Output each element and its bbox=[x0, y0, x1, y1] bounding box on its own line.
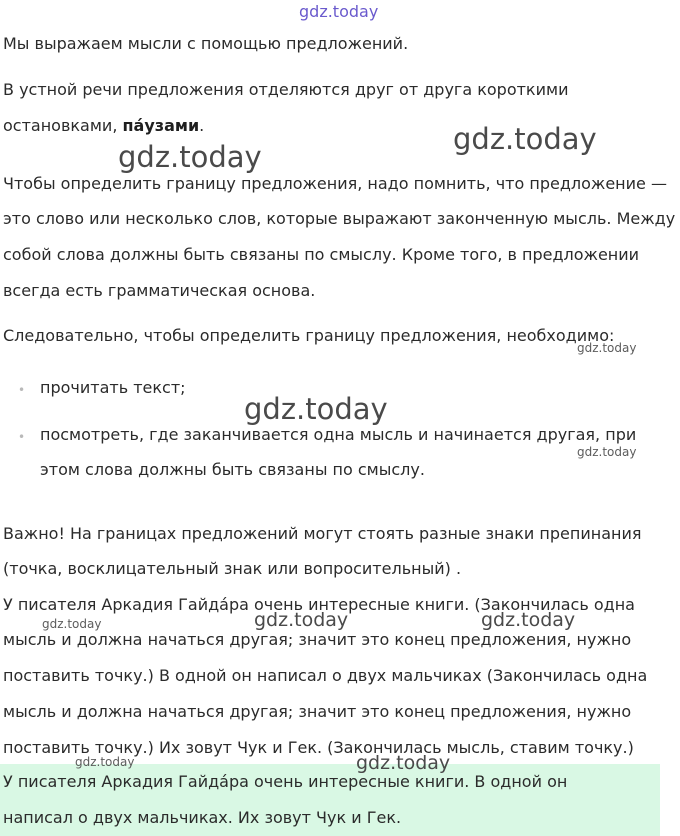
example-line-2: написал о двух мальчиках. Их зовут Чук и Гек. bbox=[3, 808, 402, 827]
term-pauses: па́узами bbox=[122, 116, 200, 135]
paragraph-6-line-3: поставить точку.) В одной он написал о двух мальчиках (Закончилась одна bbox=[3, 666, 648, 685]
bullet-item-2-line-2: этом слова должны быть связаны по смыслу. bbox=[40, 460, 425, 479]
paragraph-6-line-4: мысль и должна начаться другая; значит это конец предложения, нужно bbox=[3, 702, 632, 721]
watermark: gdz.today bbox=[254, 609, 349, 631]
bullet-marker: • bbox=[18, 430, 26, 444]
bullet-marker: • bbox=[18, 383, 26, 397]
paragraph-3-line-3: собой слова должны быть связаны по смыслу. Кроме того, в предложении bbox=[3, 245, 640, 264]
paragraph-6-line-2: мысль и должна начаться другая; значит это конец предложения, нужно bbox=[3, 630, 632, 649]
watermark: gdz.today bbox=[481, 609, 576, 631]
watermark: gdz.today bbox=[577, 341, 637, 355]
paragraph-3-line-2: это слово или несколько слов, которые выражают законченную мысль. Между bbox=[3, 209, 676, 228]
watermark: gdz.today bbox=[118, 140, 262, 174]
watermark: gdz.today bbox=[244, 392, 388, 426]
paragraph-5-line-1: Важно! На границах предложений могут стоять разные знаки препинания bbox=[3, 524, 642, 543]
paragraph-6-line-5: поставить точку.) Их зовут Чук и Гек. (Закончилась мысль, ставим точку.) bbox=[3, 738, 634, 757]
paragraph-1: Мы выражаем мысли с помощью предложений. bbox=[3, 34, 409, 53]
text-post: . bbox=[199, 116, 205, 135]
text-pre: остановками, bbox=[3, 116, 123, 135]
watermark-top: gdz.today bbox=[299, 2, 379, 21]
bullet-item-1: прочитать текст; bbox=[40, 378, 186, 397]
paragraph-3-line-1: Чтобы определить границу предложения, надо помнить, что предложение — bbox=[3, 174, 667, 193]
bullet-item-2-line-1: посмотреть, где заканчивается одна мысль и начинается другая, при bbox=[40, 425, 637, 444]
paragraph-3-line-4: всегда есть грамматическая основа. bbox=[3, 281, 316, 300]
watermark: gdz.today bbox=[42, 617, 102, 631]
watermark: gdz.today bbox=[75, 755, 135, 769]
example-line-1: У писателя Аркадия Гайда́ра очень интересные книги. В одной он bbox=[3, 772, 568, 791]
paragraph-5-line-2: (точка, восклицательный знак или вопросительный) . bbox=[3, 559, 462, 578]
paragraph-2-line-2 bbox=[3, 108, 204, 144]
watermark: gdz.today bbox=[356, 752, 451, 774]
watermark: gdz.today bbox=[577, 445, 637, 459]
paragraph-4: Следовательно, чтобы определить границу предложения, необходимо: bbox=[3, 326, 615, 345]
paragraph-2-line-1: В устной речи предложения отделяются друг от друга короткими bbox=[3, 80, 569, 99]
paragraph-6-line-1: У писателя Аркадия Гайда́ра очень интересные книги. (Закончилась одна bbox=[3, 595, 635, 614]
watermark: gdz.today bbox=[453, 122, 597, 156]
